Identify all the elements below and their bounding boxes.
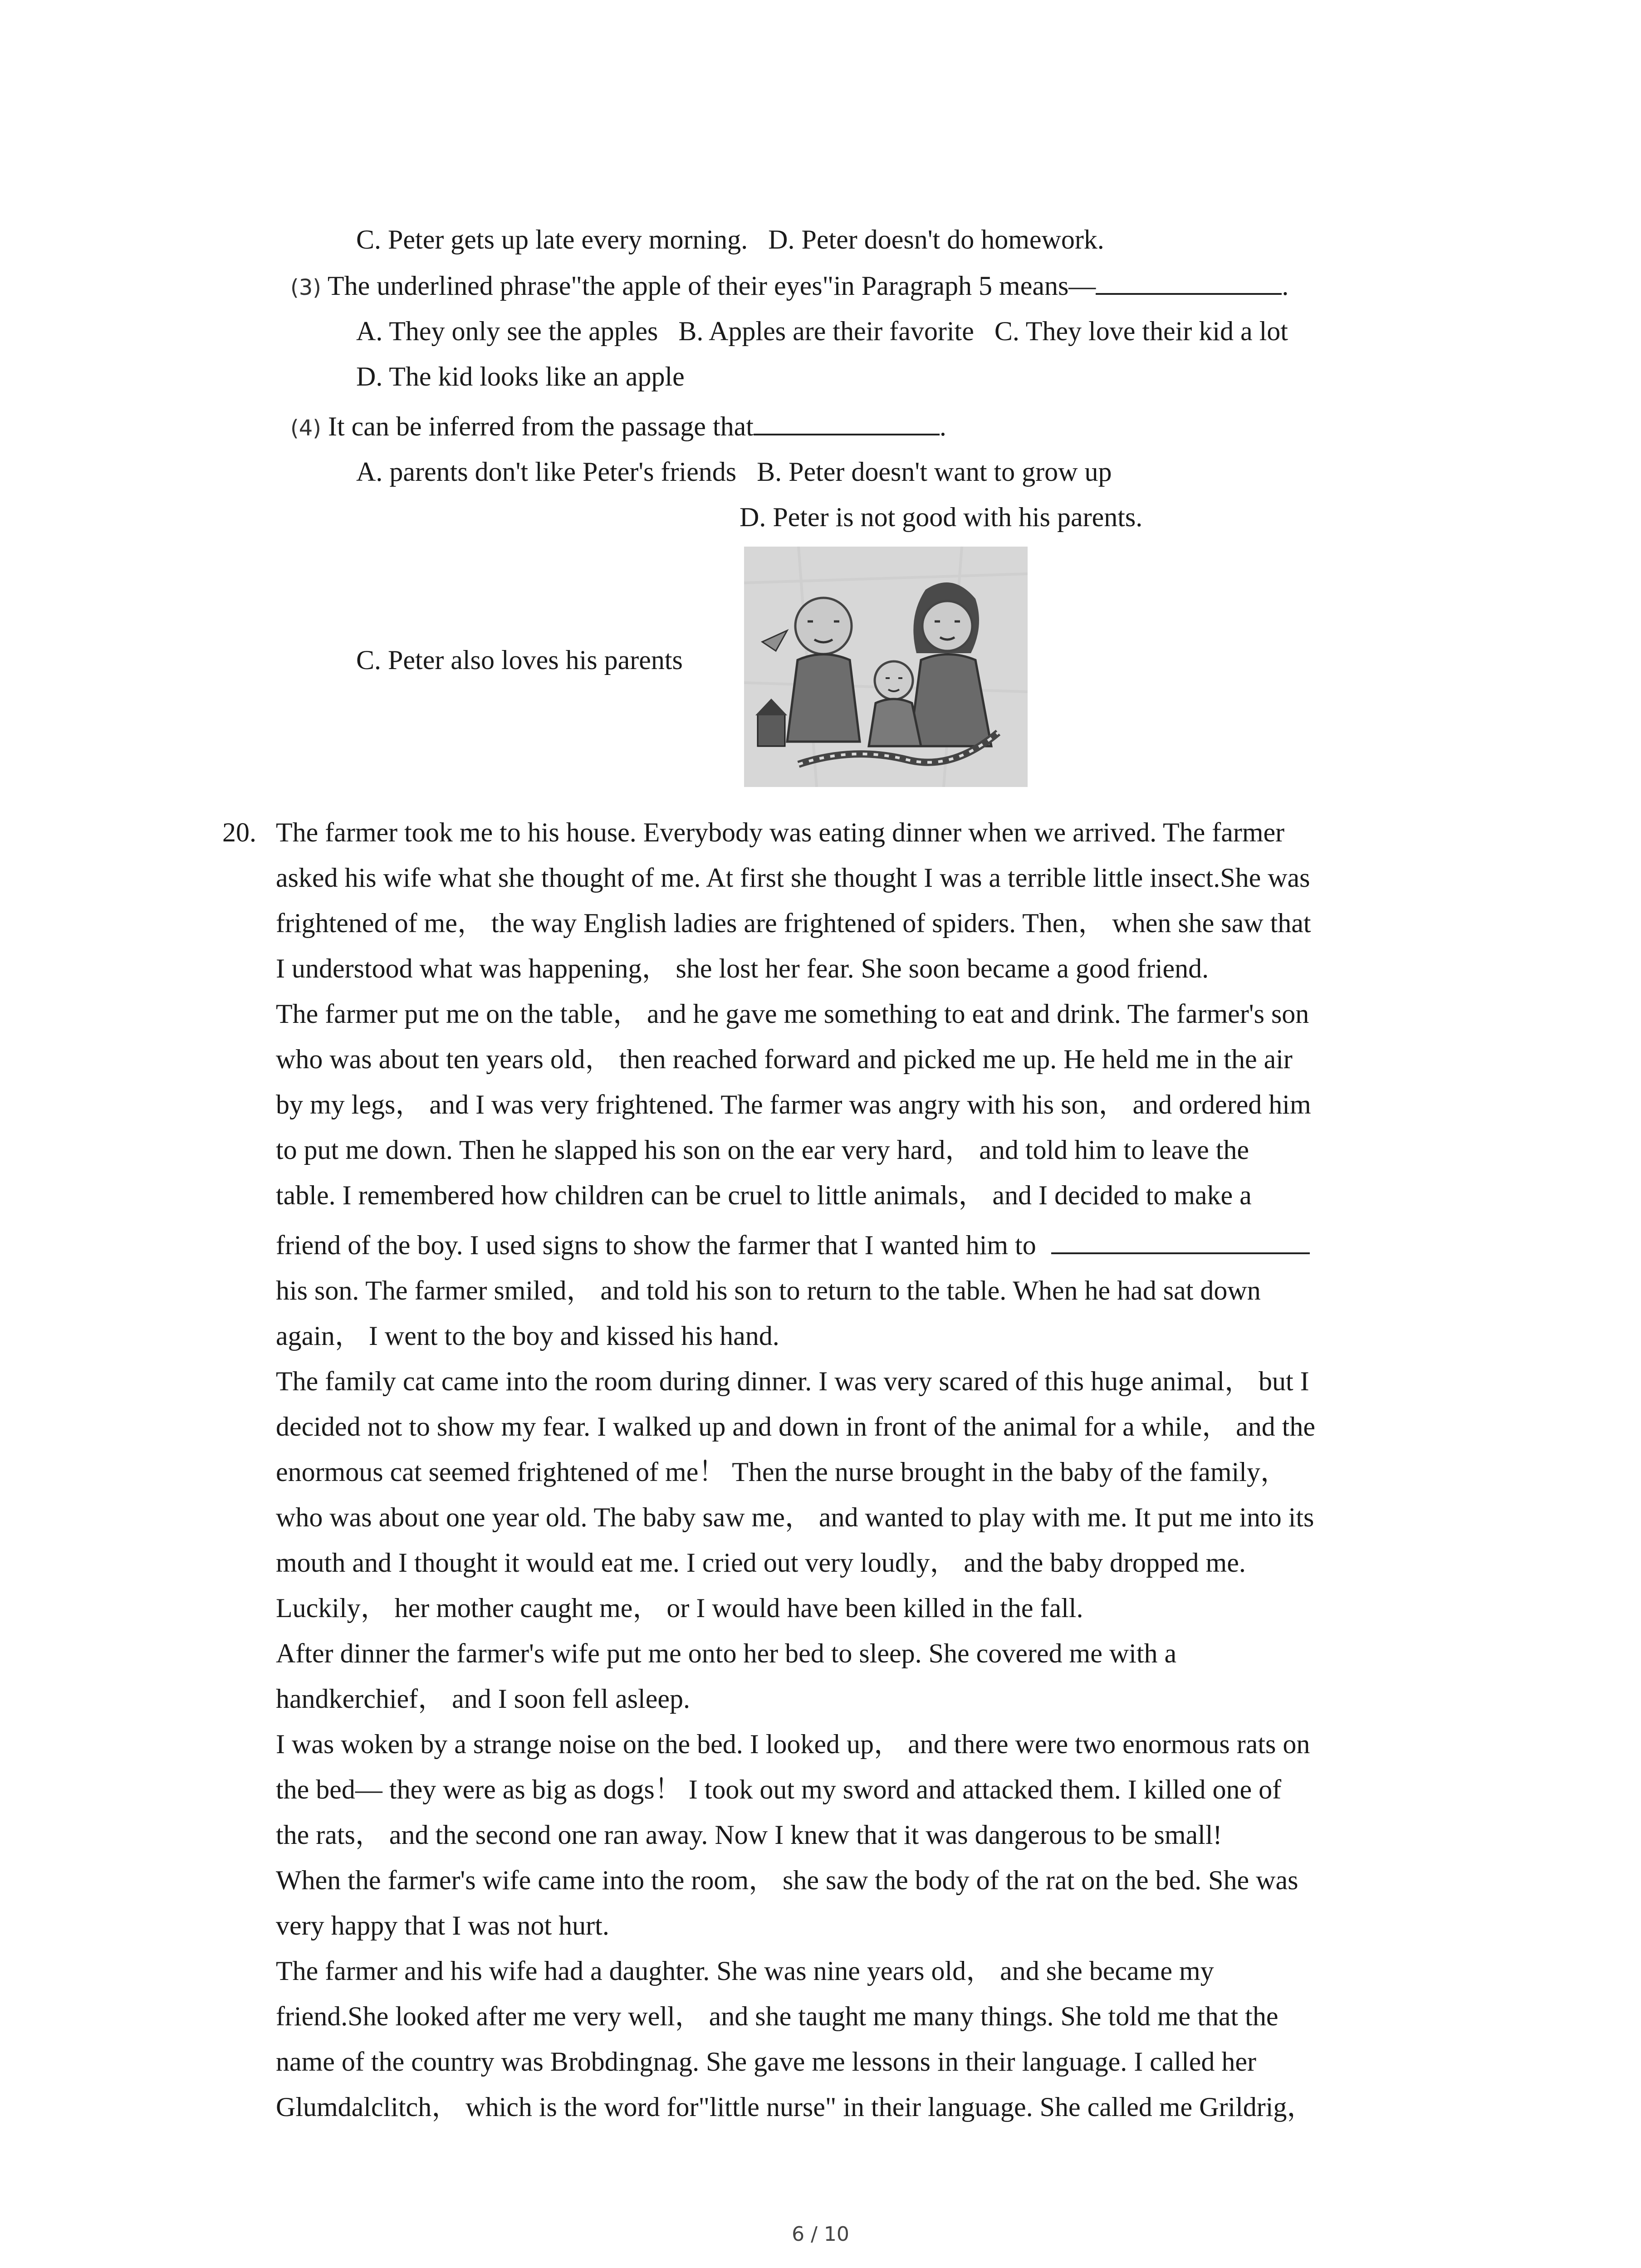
passage-line: frightened of me， the way English ladies are frightened of spiders. Then， when she saw that [276, 908, 1311, 938]
passage-line: After dinner the farmer's wife put me onto her bed to sleep. She covered me with a [276, 1638, 1177, 1668]
passage-line: The farmer and his wife had a daughter. She was nine years old， and she became my [276, 1956, 1214, 1986]
passage-line: the bed— they were as big as dogs！ I took out my sword and attacked them. I killed one of [276, 1774, 1282, 1804]
question-4: (4) It can be inferred from the passage that . [290, 404, 946, 451]
q19-option-d2: D. Peter doesn't do homework. [768, 225, 1104, 254]
passage-line: mouth and I thought it would eat me. I cried out very loudly， and the baby dropped me. [276, 1548, 1246, 1578]
passage-line: table. I remembered how children can be cruel to little animals， and I decided to make a [276, 1180, 1252, 1210]
option-c: C. They love their kid a lot [994, 316, 1288, 346]
passage-line: I understood what was happening， she lost her fear. She soon became a good friend. [276, 953, 1209, 983]
question-3: (3) The underlined phrase"the apple of their eyes"in Paragraph 5 means— . [290, 263, 1288, 310]
question-4-options-line [356, 449, 1112, 494]
answer-blank[interactable] [1096, 268, 1282, 295]
question-4-option-c: C. Peter also loves his parents [356, 645, 683, 675]
passage-line: The farmer put me on the table， and he gave me something to eat and drink. The farmer's son [276, 999, 1309, 1029]
passage-line: handkerchief， and I soon fell asleep. [276, 1684, 690, 1714]
passage-line: friend.She looked after me very well， and she taught me many things. She told me that the [276, 2001, 1279, 2031]
passage-line: again， I went to the boy and kissed his hand. [276, 1321, 779, 1351]
question-4-stem: It can be inferred from the passage that [328, 411, 754, 441]
passage-line: who was about one year old. The baby saw me， and wanted to play with me. It put me into its [276, 1502, 1314, 1532]
passage-line: The family cat came into the room during dinner. I was very scared of this huge animal， but I [276, 1366, 1309, 1396]
passage-line-with-blank [276, 1222, 1310, 1268]
q19-option-c-line [356, 217, 1104, 262]
q19-option-c2: C. Peter gets up late every morning. [356, 225, 748, 254]
question-3-stem: The underlined phrase"the apple of their eyes"in Paragraph 5 means— [327, 271, 1096, 301]
passage-line: who was about ten years old， then reached forward and picked me up. He held me in the air [276, 1044, 1293, 1074]
passage-line: to put me down. Then he slapped his son on the ear very hard， and told him to leave the [276, 1135, 1249, 1165]
question-20-number: 20. [222, 817, 256, 847]
answer-blank[interactable] [1051, 1227, 1310, 1254]
option-a: A. parents don't like Peter's friends [356, 457, 737, 487]
passage-line: decided not to show my fear. I walked up and down in front of the animal for a while， and the [276, 1412, 1316, 1442]
question-4-number: (4) [290, 415, 321, 441]
question-4-option-d: D. Peter is not good with his parents. [740, 502, 1143, 532]
question-3-options-line [356, 308, 1288, 354]
passage-line: the rats， and the second one ran away. Now I knew that it was dangerous to be small! [276, 1820, 1222, 1850]
passage-line: asked his wife what she thought of me. At first she thought I was a terrible little insect.She was [276, 863, 1310, 893]
option-b: B. Apples are their favorite [678, 316, 974, 346]
passage-line: friend of the boy. I used signs to show the farmer that I wanted him to [276, 1230, 1036, 1260]
passage-line: by my legs， and I was very frightened. The farmer was angry with his son， and ordered him [276, 1090, 1311, 1119]
passage-line: name of the country was Brobdingnag. She gave me lessons in their language. I called her [276, 2047, 1257, 2077]
option-a: A. They only see the apples [356, 316, 658, 346]
family-drawing-image [744, 547, 1028, 787]
passage-line: very happy that I was not hurt. [276, 1911, 609, 1941]
passage-line: enormous cat seemed frightened of me！ Then the nurse brought in the baby of the family， [276, 1457, 1288, 1487]
option-b: B. Peter doesn't want to grow up [757, 457, 1112, 487]
passage-line: When the farmer's wife came into the room， she saw the body of the rat on the bed. She was [276, 1865, 1298, 1895]
passage-line: his son. The farmer smiled， and told his son to return to the table. When he had sat down [276, 1276, 1261, 1305]
passage-line: Glumdalclitch， which is the word for"little nurse" in their language. She called me Grildrig， [276, 2092, 1314, 2122]
question-3-number: (3) [290, 275, 321, 300]
page-number: 6 / 10 [792, 2223, 849, 2246]
passage-line: I was woken by a strange noise on the bed. I looked up， and there were two enormous rats on [276, 1729, 1310, 1759]
question-3-option-d: D. The kid looks like an apple [356, 362, 685, 391]
passage-line: The farmer took me to his house. Everybody was eating dinner when we arrived. The farmer [276, 817, 1285, 847]
passage-line: Luckily， her mother caught me， or I would have been killed in the fall. [276, 1593, 1083, 1623]
answer-blank[interactable] [754, 408, 940, 435]
